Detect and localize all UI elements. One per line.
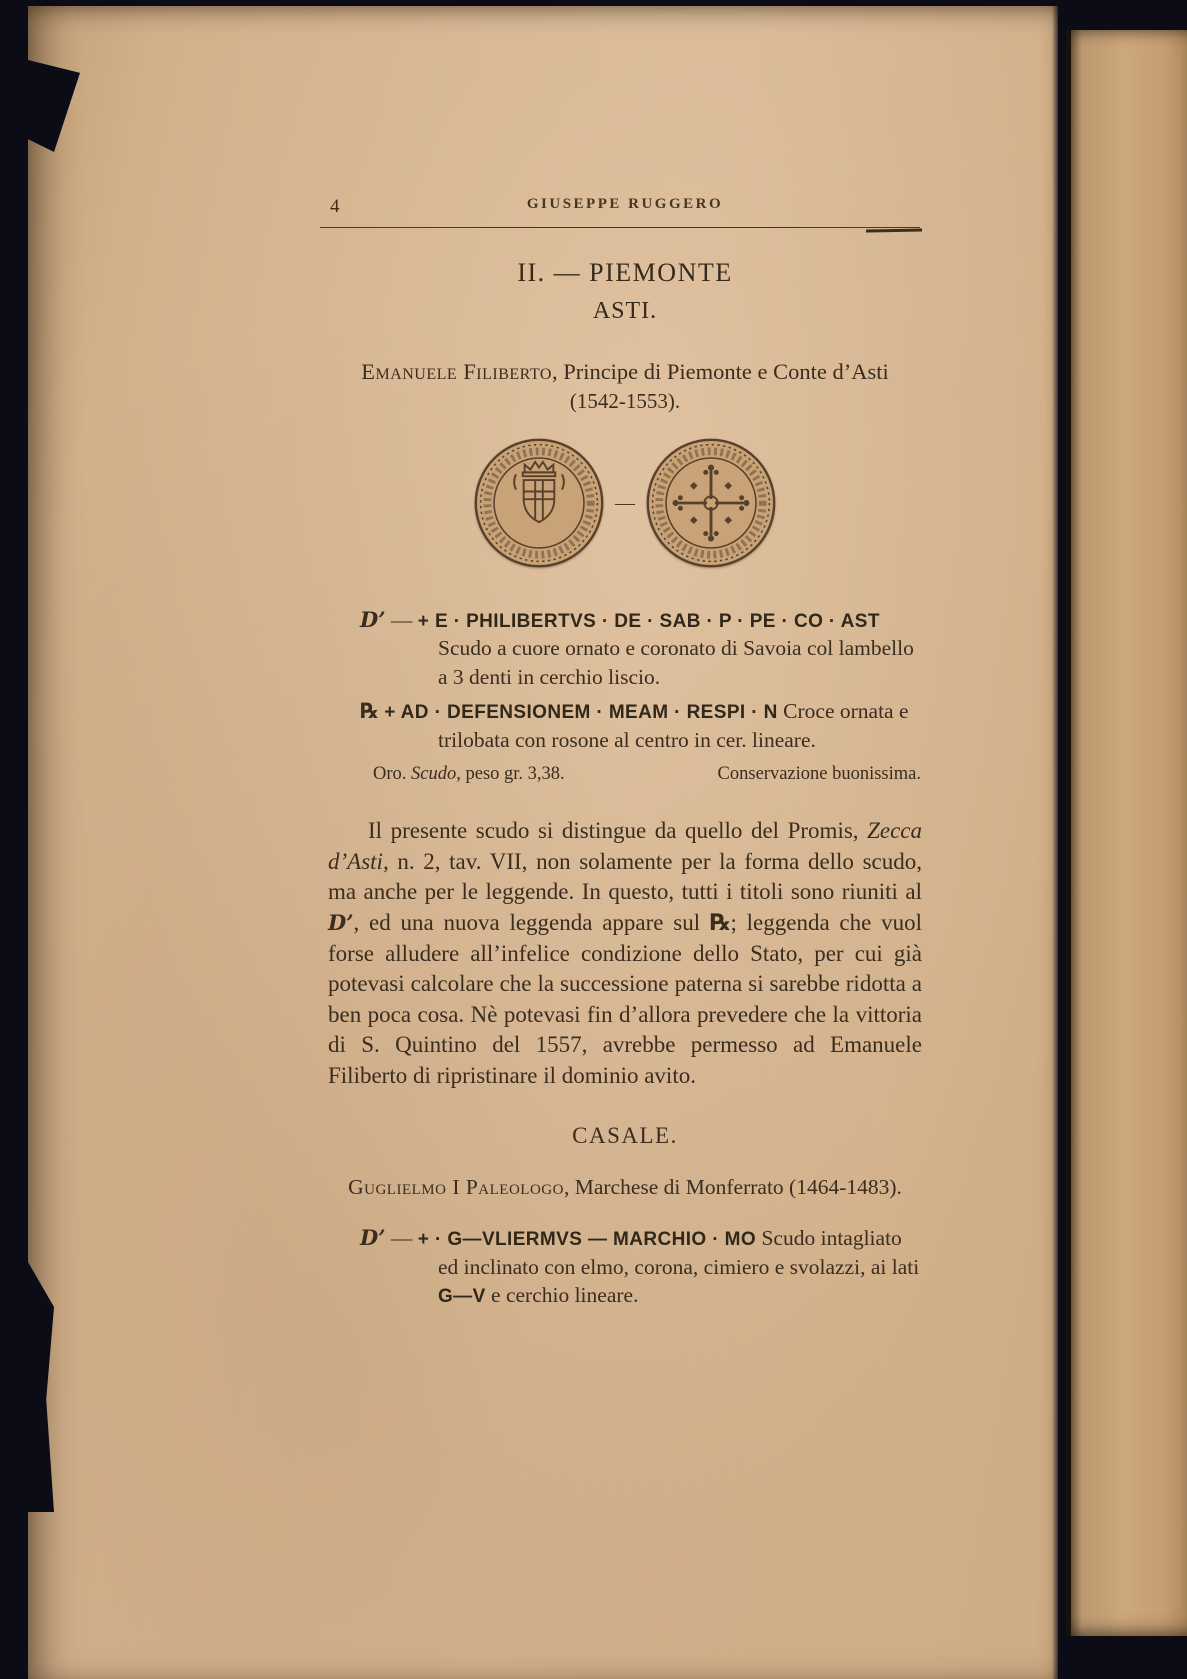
casale-obverse-dash: — [390, 1226, 413, 1251]
reverse-coin-image [644, 436, 778, 570]
obverse-dash: — [390, 608, 413, 632]
paragraph-text-2: n. 2, tav. VII, non solamente per la forma dello scudo, ma anche per le leggende. In questo, tutti i titoli sono riuniti al [328, 848, 922, 905]
metal-denomination: Scudo, [411, 763, 461, 784]
paragraph-text-1: Il presente scudo si distingue da quello del Promis, [368, 818, 868, 844]
coin-separator: — [615, 491, 635, 514]
obverse-description: Scudo a cuore ornato e coronato di Savoia col lambello a 3 denti in cerchio liscio. [438, 636, 914, 689]
page-content [328, 6, 922, 1310]
metal-description [373, 762, 565, 786]
ruler-line [328, 359, 922, 385]
obverse-coin-image [472, 436, 606, 570]
casale-heading: CASALE. [572, 1123, 678, 1149]
obverse-legend: + E · PHILIBERTVS · DE · SAB · P · PE · CO · AST [417, 611, 880, 632]
section-title: II. — PIEMONTE [517, 258, 733, 287]
commentary-paragraph [328, 816, 922, 1091]
obverse-entry [328, 606, 922, 691]
casale-ruler-line [328, 1175, 922, 1200]
ruler-dates: (1542-1553). [569, 389, 681, 413]
reverse-description: Croce ornata e trilobata con rosone al centro in cer. lineare. [438, 699, 909, 752]
casale-description-letters: G—V [438, 1286, 486, 1308]
casale-obverse-entry [328, 1224, 922, 1309]
ruler-name: Emanuele Filiberto [361, 359, 552, 384]
paragraph-text-3: , ed una nuova leggenda appare sul [353, 910, 710, 936]
page-header [328, 6, 922, 220]
conservation-note: Conservazione buonissima. [717, 763, 921, 784]
ruler-titles: , Principe di Piemonte e Conte d’Asti [551, 359, 889, 384]
metal-line [373, 762, 921, 786]
casale-description-2: e cerchio lineare. [485, 1283, 639, 1308]
paragraph-text-4: ; leggenda che vuol forse alludere all’infelice condizione dello Stato, per cui già potevasi calcolare che la successione paterna si sarebbe ridotta a ben poca cosa. Nè potevasi fin d’allora prevedere che la vittoria di S. Quintino del 1557, avrebbe permesso ad Emanuele Filiberto di ripristinare il dominio avito. [328, 910, 922, 1088]
casale-obverse-mark: D’ [360, 1225, 386, 1251]
casale-ruler-titles: , Marchese di Monferrato (1464-1483). [563, 1175, 902, 1200]
casale-obverse-legend: + · G—VLIERMVS — MARCHIO · MO [417, 1229, 757, 1251]
cited-work: Zecca d’Asti, [328, 818, 922, 874]
book-page [28, 6, 1058, 1679]
section-subtitle: ASTI. [592, 298, 658, 324]
page-number: 4 [330, 196, 340, 217]
metal-weight: peso gr. 3,38. [460, 763, 565, 784]
metal-prefix: Oro. [373, 763, 412, 784]
casale-description-1: Scudo intagliato ed inclinato con elmo, corona, cimiero e svolazzi, ai lati [438, 1226, 920, 1279]
coin-images [328, 436, 922, 570]
inline-obverse-mark: D’ [328, 910, 354, 936]
reverse-legend: + AD · DEFENSIONEM · MEAM · RESPI · N [384, 702, 778, 724]
reverse-entry [328, 697, 922, 754]
header-rule [320, 227, 920, 228]
reverse-mark: ℞ [360, 698, 379, 724]
obverse-mark: D’ [360, 607, 386, 632]
adjacent-page-edge [1066, 30, 1187, 1636]
casale-entry-block [328, 1224, 922, 1309]
catalogue-entries [328, 606, 922, 786]
running-header: GIUSEPPE RUGGERO [526, 196, 724, 212]
casale-ruler-name: Guglielmo I Paleologo [348, 1175, 564, 1200]
inline-reverse-mark: ℞ [709, 909, 731, 937]
